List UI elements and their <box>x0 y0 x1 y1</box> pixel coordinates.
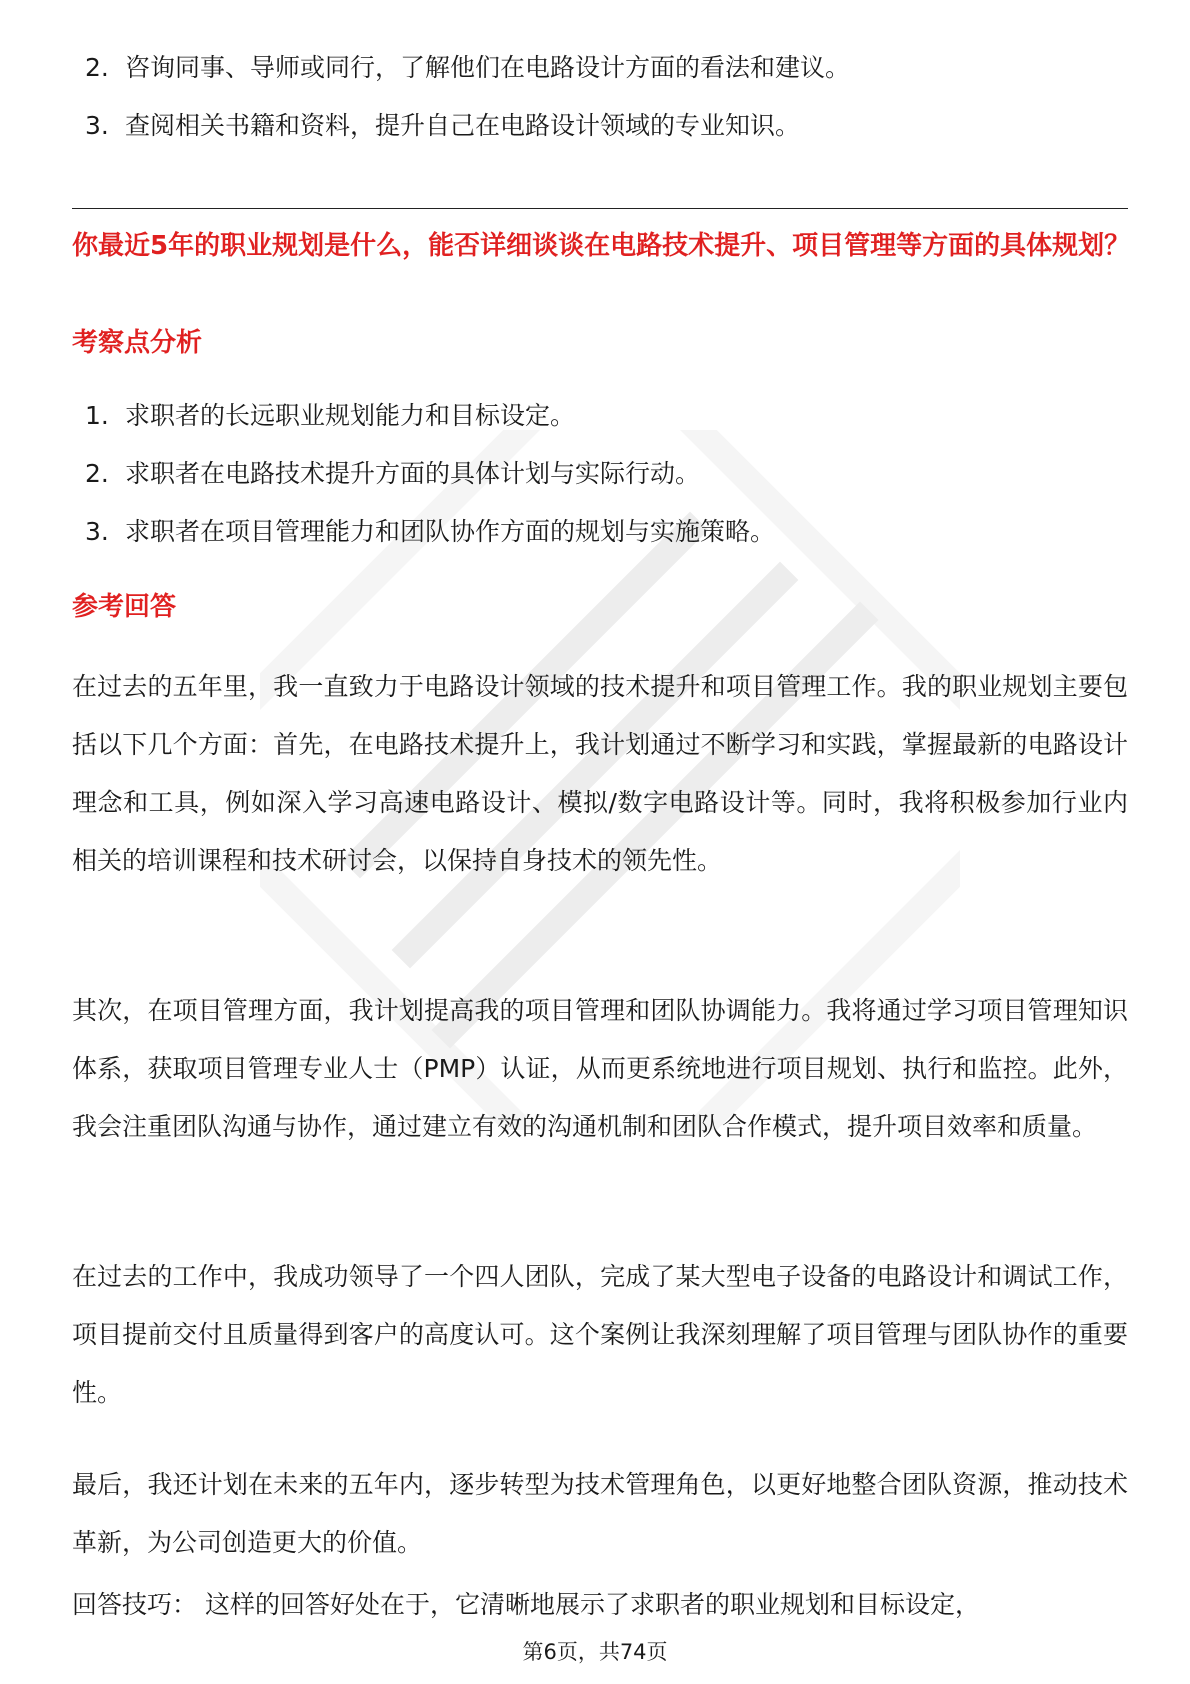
list-item <box>85 456 775 514</box>
list-number: 3. <box>85 111 109 140</box>
list-number: 3. <box>85 517 109 546</box>
answer-tip: 回答技巧： 这样的回答好处在于，它清晰地展示了求职者的职业规划和目标设定， <box>72 1590 980 1619</box>
list-text: 求职者在电路技术提升方面的具体计划与实际行动。 <box>125 459 701 488</box>
answer-paragraph: 其次，在项目管理方面，我计划提高我的项目管理和团队协调能力。我将通过学习项目管理知识体系，获取项目管理专业人士（PMP）认证，从而更系统地进行项目规划、执行和监控。此外，我会注重团队沟通与协作，通过建立有效的沟通机制和团队合作模式，提升项目效率和质量。 <box>72 996 1128 1141</box>
answer-title: 参考回答 <box>72 592 177 622</box>
list-text: 咨询同事、导师或同行，了解他们在电路设计方面的看法和建议。 <box>125 53 851 82</box>
list-item <box>85 514 775 572</box>
list-item <box>85 398 775 456</box>
list-number: 2. <box>85 459 109 488</box>
answer-paragraph: 在过去的五年里，我一直致力于电路设计领域的技术提升和项目管理工作。我的职业规划主要包括以下几个方面：首先，在电路技术提升上，我计划通过不断学习和实践，掌握最新的电路设计理念和工具，例如深入学习高速电路设计、模拟/数字电路设计等。同时，我将积极参加行业内相关的培训课程和技术研讨会，以保持自身技术的领先性。 <box>72 672 1128 875</box>
answer-paragraph: 在过去的工作中，我成功领导了一个四人团队，完成了某大型电子设备的电路设计和调试工作，项目提前交付且质量得到客户的高度认可。这个案例让我深刻理解了项目管理与团队协作的重要性。 <box>72 1262 1128 1407</box>
analysis-title: 考察点分析 <box>72 328 203 358</box>
continued-list <box>85 50 850 166</box>
list-item <box>85 108 850 166</box>
question-heading: 你最近5年的职业规划是什么，能否详细谈谈在电路技术提升、项目管理等方面的具体规划？ <box>72 231 1131 261</box>
section-divider <box>72 208 1128 209</box>
page-number: 第6页，共74页 <box>522 1640 668 1664</box>
list-text: 求职者在项目管理能力和团队协作方面的规划与实施策略。 <box>125 517 776 546</box>
list-item <box>85 50 850 108</box>
list-text: 求职者的长远职业规划能力和目标设定。 <box>125 401 576 430</box>
answer-paragraph: 最后，我还计划在未来的五年内，逐步转型为技术管理角色，以更好地整合团队资源，推动技术革新，为公司创造更大的价值。 <box>72 1470 1128 1557</box>
list-number: 1. <box>85 401 109 430</box>
list-number: 2. <box>85 53 109 82</box>
analysis-list <box>85 398 775 572</box>
list-text: 查阅相关书籍和资料，提升自己在电路设计领域的专业知识。 <box>125 111 801 140</box>
